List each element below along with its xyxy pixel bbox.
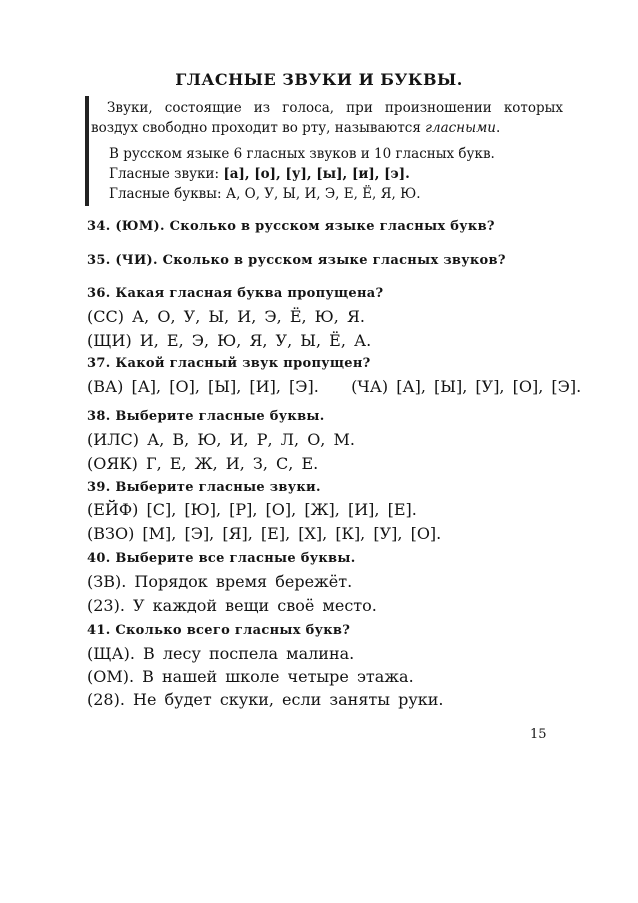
question-37: 37. Какой гласный звук пропущен? [87, 356, 371, 371]
question-34: 34. (ЮМ). Сколько в русском языке гласных букв? [87, 219, 495, 234]
rule-count-line: В русском языке 6 гласных звуков и 10 гласных букв. [109, 146, 495, 162]
rule-letters-line: Гласные буквы: А, О, У, Ы, И, Э, Е, Ё, Я, Ю. [109, 186, 421, 202]
rule-definition-text: Звуки, состоящие из голоса, при произношении которых воздух свободно проходит во рту, называются [91, 100, 563, 136]
question-38: 38. Выберите гласные буквы. [87, 409, 325, 424]
answer-line: (23). У каждой вещи своё место. [87, 596, 377, 615]
answer-line: (ЩИ) И, Е, Э, Ю, Я, У, Ы, Ё, А. [87, 331, 372, 350]
question-35: 35. (ЧИ). Сколько в русском языке гласных звуков? [87, 253, 506, 268]
rule-sounds-line: Гласные звуки: [а], [о], [у], [ы], [и], [э]. [109, 166, 410, 182]
answer-line: (ЗВ). Порядок время бережёт. [87, 572, 353, 591]
rule-margin-bar [85, 96, 89, 206]
answer-line: (СС) А, О, У, Ы, И, Э, Ё, Ю, Я. [87, 307, 365, 326]
question-36: 36. Какая гласная буква пропущена? [87, 286, 384, 301]
rule-block [93, 98, 563, 204]
rule-term: гласными [425, 120, 496, 136]
answer-line: (ОМ). В нашей школе четыре этажа. [87, 667, 414, 686]
vowel-sounds-list: [а], [о], [у], [ы], [и], [э]. [223, 166, 410, 182]
answer-line: (ОЯК) Г, Е, Ж, И, З, С, Е. [87, 454, 319, 473]
answer-line: (28). Не будет скуки, если заняты руки. [87, 690, 444, 709]
answer-line: (ВА) [А], [О], [Ы], [И], [Э]. (ЧА) [А], [Ы], [У], [О], [Э]. [87, 377, 582, 396]
page-title: ГЛАСНЫЕ ЗВУКИ И БУКВЫ. [175, 70, 463, 89]
page-number: 15 [530, 727, 547, 742]
answer-line: (ИЛС) А, В, Ю, И, Р, Л, О, М. [87, 430, 355, 449]
question-41: 41. Сколько всего гласных букв? [87, 623, 351, 638]
question-39: 39. Выберите гласные звуки. [87, 480, 321, 495]
answer-line: (ЩА). В лесу поспела малина. [87, 644, 355, 663]
question-40: 40. Выберите все гласные буквы. [87, 551, 356, 566]
answer-line: (ВЗО) [М], [Э], [Я], [Е], [Х], [К], [У], [О]. [87, 524, 442, 543]
answer-line: (ЕЙФ) [С], [Ю], [Р], [О], [Ж], [И], [Е]. [87, 500, 417, 519]
rule-definition: Звуки, состоящие из голоса, при произношении которых воздух свободно проходит во рту, называются гласными. [91, 100, 563, 136]
